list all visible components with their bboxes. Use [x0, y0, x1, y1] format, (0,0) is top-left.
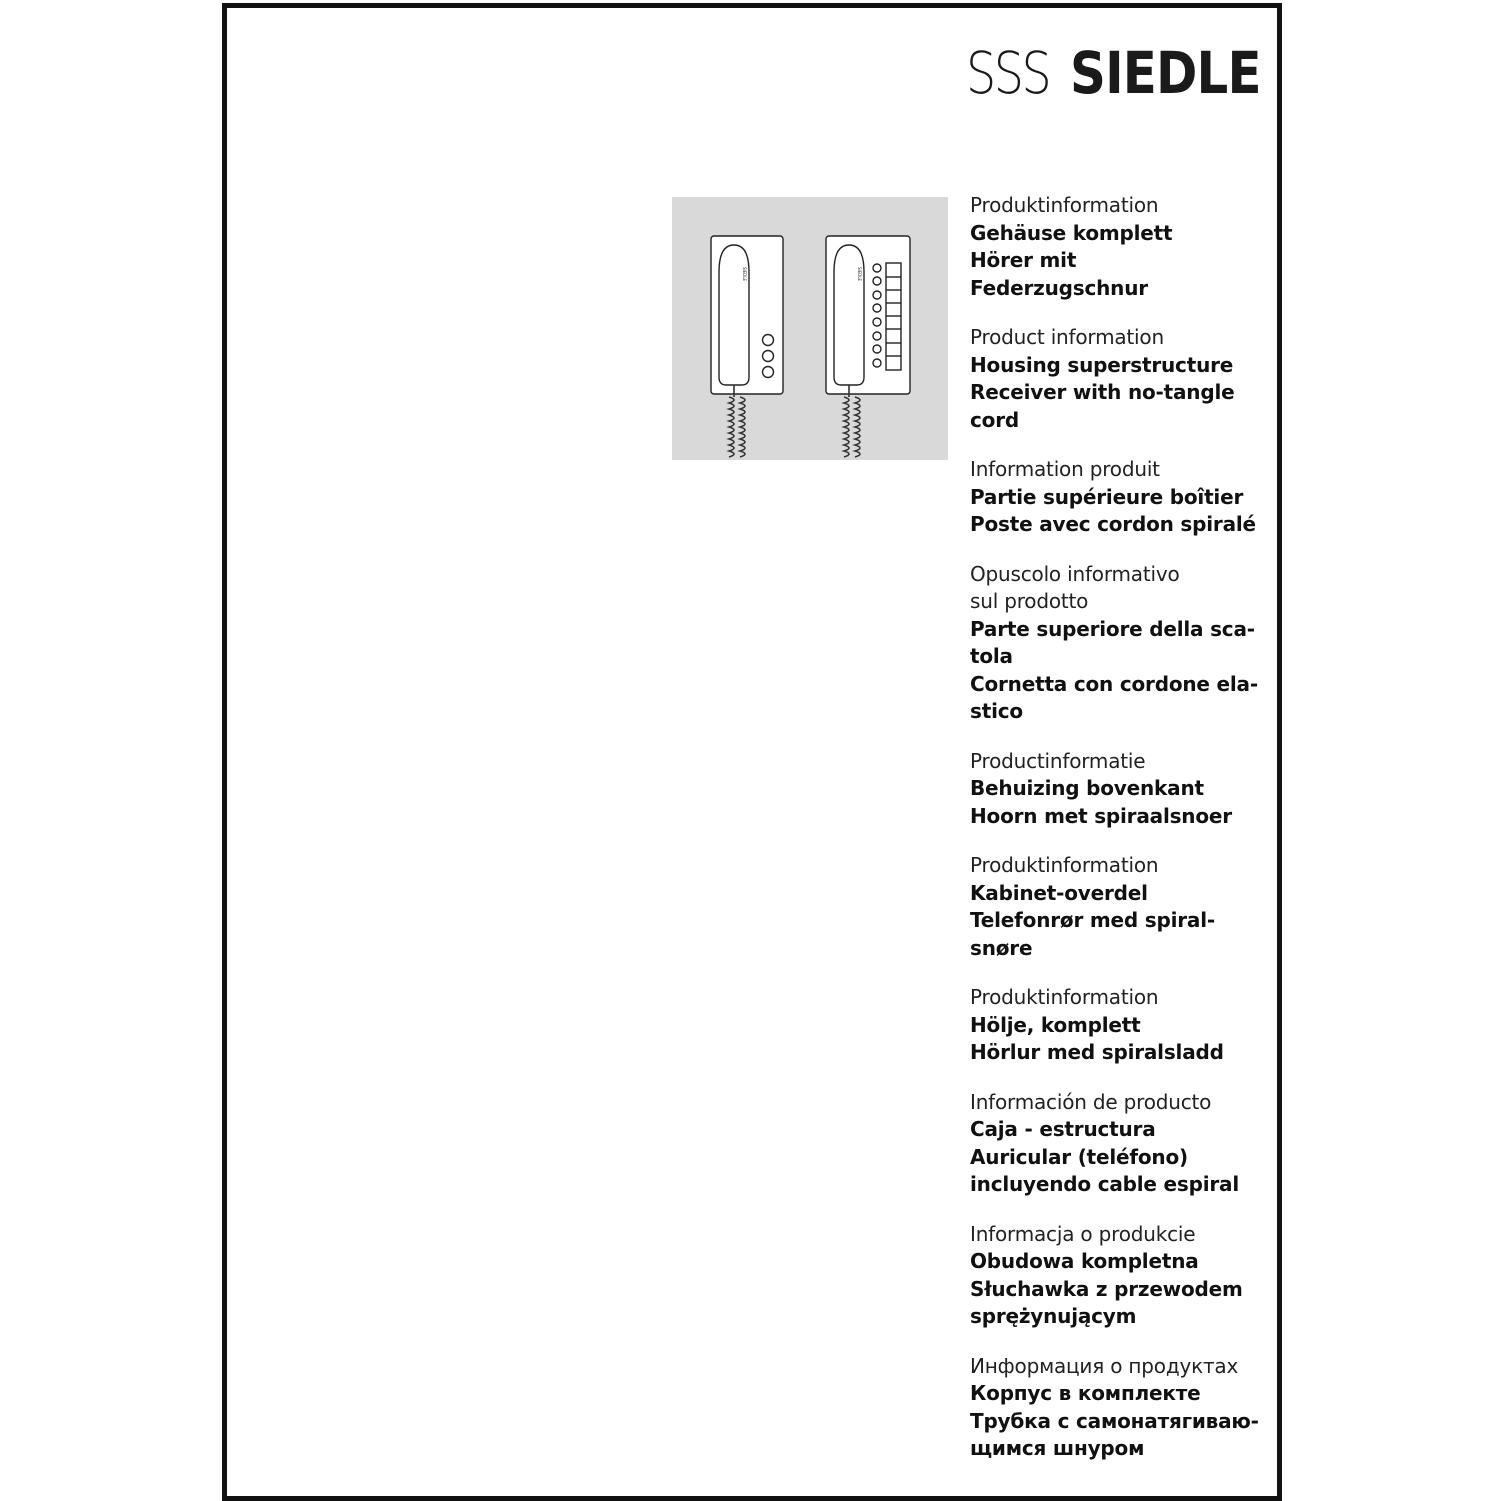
section-de	[970, 192, 1260, 302]
section-heading: Информация о продуктах	[970, 1353, 1239, 1378]
section-line: Caja - estructura	[970, 1117, 1156, 1141]
product-info-column	[970, 192, 1260, 1485]
section-es	[970, 1089, 1260, 1199]
section-heading: Product information	[970, 325, 1164, 349]
section-line: Behuizing bovenkant	[970, 776, 1204, 800]
section-heading: Produktinformation	[970, 193, 1159, 217]
section-line: Трубка с самонатягиваю- щимся шнуром	[970, 1408, 1259, 1460]
left-intercom-unit	[711, 236, 783, 394]
right-coil-cord	[844, 385, 860, 457]
section-line: Cornetta con cordone ela- stico	[970, 671, 1258, 723]
section-heading: Informacja o produkcie	[970, 1221, 1196, 1246]
right-intercom-unit	[826, 236, 910, 394]
product-illustration	[672, 197, 948, 460]
section-heading: Information produit	[970, 457, 1160, 481]
siedle-logo	[966, 38, 1292, 108]
left-handset-label: SIEDLE	[742, 267, 747, 282]
section-line: Hölje, komplett	[970, 1012, 1141, 1037]
intercom-drawing	[672, 197, 948, 460]
section-line: Parte superiore della sca- tola	[970, 616, 1255, 668]
section-heading: Produktinformation	[970, 853, 1159, 877]
right-handset-label: SIEDLE	[857, 267, 862, 282]
section-line: Housing superstructure	[970, 352, 1234, 377]
section-line: Telefonrør med spiral- snøre	[970, 908, 1215, 960]
section-line: Obudowa kompletna	[970, 1249, 1199, 1273]
left-coil-cord	[729, 385, 745, 457]
section-en	[970, 324, 1260, 434]
section-heading: Produktinformation	[970, 985, 1159, 1009]
section-heading: Opuscolo informativo sul prodotto	[970, 561, 1180, 613]
section-line: Kabinet-overdel	[970, 880, 1148, 905]
logo-mark: SSS	[966, 39, 1050, 107]
section-line: Słuchawka z przewodem sprężynującym	[970, 1276, 1243, 1328]
section-line: Корпус в комплекте	[970, 1381, 1201, 1405]
logo-name: SIEDLE	[1070, 39, 1261, 107]
section-line: Partie supérieure boîtier	[970, 484, 1244, 509]
section-line: Hoorn met spiraalsnoer	[970, 803, 1232, 828]
section-heading: Información de producto	[970, 1089, 1212, 1114]
section-line: Poste avec cordon spiralé	[970, 512, 1256, 536]
section-nl	[970, 748, 1260, 831]
section-pl	[970, 1221, 1260, 1331]
section-line: Hörer mit Federzugschnur	[970, 248, 1148, 300]
section-it	[970, 561, 1260, 726]
section-da	[970, 852, 1260, 962]
section-ru	[970, 1353, 1260, 1463]
section-line: Hörlur med spiralsladd	[970, 1040, 1224, 1064]
section-line: Receiver with no-tangle cord	[970, 380, 1235, 432]
section-sv	[970, 984, 1260, 1067]
section-fr	[970, 456, 1260, 539]
section-line: Auricular (teléfono) incluyendo cable espiral	[970, 1144, 1240, 1196]
section-heading: Productinformatie	[970, 748, 1146, 773]
section-line: Gehäuse komplett	[970, 220, 1173, 245]
